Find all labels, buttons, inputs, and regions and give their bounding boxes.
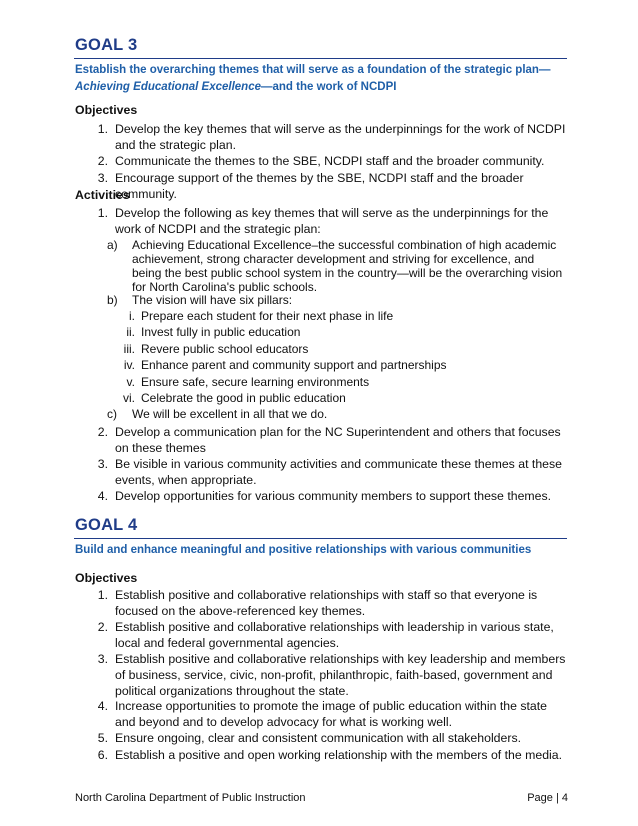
list-text: The vision will have six pillars: [132,293,293,307]
goal-3-subtitle-italic: Achieving Educational Excellence [75,81,261,93]
list-number: 3. [97,171,108,185]
goal-3-subtitle-part1: Establish the overarching themes that will serve as a foundation of the strategic plan— [75,64,551,76]
list-number: 6. [97,748,108,762]
list-text: Establish positive and collaborative relationships with key leadership and members of business, service, civic, non-profit, philanthropic, faith-based, government and political organizations throughout the state. [115,652,566,698]
list-number: 1. [97,206,108,220]
goal-3-sub-a [107,238,565,294]
pillar-item [107,324,557,340]
goal-3-activity-3 [90,456,568,488]
goal-3-title: GOAL 3 [75,36,138,54]
list-number: 2. [97,620,108,634]
goal-3-sub-c [107,407,565,421]
list-roman: iv. [123,358,135,372]
list-number: 3. [97,457,108,471]
list-letter: b) [107,293,118,307]
list-text: Establish positive and collaborative relationships with leadership in various state, local and federal governmental agencies. [115,620,554,650]
list-text: Achieving Educational Excellence–the successful combination of high academic achievement, strong character development and striving for excellence, and being the best public school system in the country—will be the overarching vision for North Carolina's public schools. [132,238,563,294]
list-text: Enhance parent and community support and partnerships [141,358,447,372]
list-number: 1. [97,588,108,602]
list-roman: iii. [123,342,135,356]
list-text: Establish a positive and open working relationship with the members of the media. [115,748,563,762]
list-text: Invest fully in public education [141,325,301,339]
list-text: Celebrate the good in public education [141,391,346,405]
footer-organization: North Carolina Department of Public Instruction [75,792,306,804]
list-text: We will be excellent in all that we do. [132,407,328,421]
list-roman: vi. [123,391,135,405]
list-text: Develop the key themes that will serve as the underpinnings for the work of NCDPI and the strategic plan. [115,122,566,152]
goal-3-subtitle-part2: —and the work of NCDPI [260,81,397,93]
goal-4-title: GOAL 4 [75,516,138,534]
goal-3-activities-heading: Activities [75,188,130,202]
list-number: 4. [97,699,108,713]
list-letter: a) [107,238,118,252]
goal-4-objective-2 [90,619,568,651]
list-letter: c) [107,407,117,421]
footer-page-number: Page | 4 [527,792,568,804]
list-roman: v. [126,375,135,389]
goal-4-objective-4 [90,698,568,730]
goal-4-objectives-heading: Objectives [75,571,138,585]
list-number: 2. [97,425,108,439]
goal-3-objective-1 [90,121,568,153]
list-text: Develop opportunities for various community members to support these themes. [115,489,552,503]
list-number: 5. [97,731,108,745]
pillar-item [107,308,557,324]
list-text: Revere public school educators [141,342,309,356]
pillar-item [107,341,557,357]
goal-3-rule [74,58,567,59]
list-roman: ii. [126,325,135,339]
list-text: Develop a communication plan for the NC Superintendent and others that focuses on these themes [115,425,561,455]
list-number: 3. [97,652,108,666]
goal-4-objective-3 [90,651,568,699]
pillar-item [107,374,557,390]
list-text: Prepare each student for their next phase in life [141,309,394,323]
goal-4-subtitle: Build and enhance meaningful and positive relationships with various communities [75,544,532,556]
list-roman: i. [129,309,135,323]
goal-3-objectives-heading: Objectives [75,103,138,117]
pillar-item [107,390,557,406]
goal-3-activity-2 [90,424,568,456]
goal-4-rule [74,538,567,539]
goal-3-activity-1 [90,205,568,237]
list-text: Be visible in various community activities and communicate these themes at these events, when appropriate. [115,457,562,487]
goal-3-subtitle [75,62,565,96]
goal-4-objective-5 [90,730,568,746]
list-text: Increase opportunities to promote the image of public education within the state and beyond and to develop advocacy for what is working well. [115,699,548,729]
goal-3-objective-2 [90,153,568,169]
list-text: Encourage support of the themes by the SBE, NCDPI staff and the broader community. [115,171,524,201]
goal-4-objective-6 [90,747,568,763]
pillar-item [107,357,557,373]
list-number: 2. [97,154,108,168]
goal-4-objective-1 [90,587,568,619]
list-text: Ensure safe, secure learning environments [141,375,370,389]
list-number: 4. [97,489,108,503]
goal-3-sub-b [107,293,565,307]
list-number: 1. [97,122,108,136]
list-text: Develop the following as key themes that will serve as the underpinnings for the work of NCDPI and the strategic plan: [115,206,549,236]
goal-3-activity-4 [90,488,568,504]
goal-3-objective-3 [90,170,568,202]
list-text: Ensure ongoing, clear and consistent communication with all stakeholders. [115,731,522,745]
list-text: Establish positive and collaborative relationships with staff so that everyone is focused on the above-referenced key themes. [115,588,538,618]
list-text: Communicate the themes to the SBE, NCDPI staff and the broader community. [115,154,545,168]
